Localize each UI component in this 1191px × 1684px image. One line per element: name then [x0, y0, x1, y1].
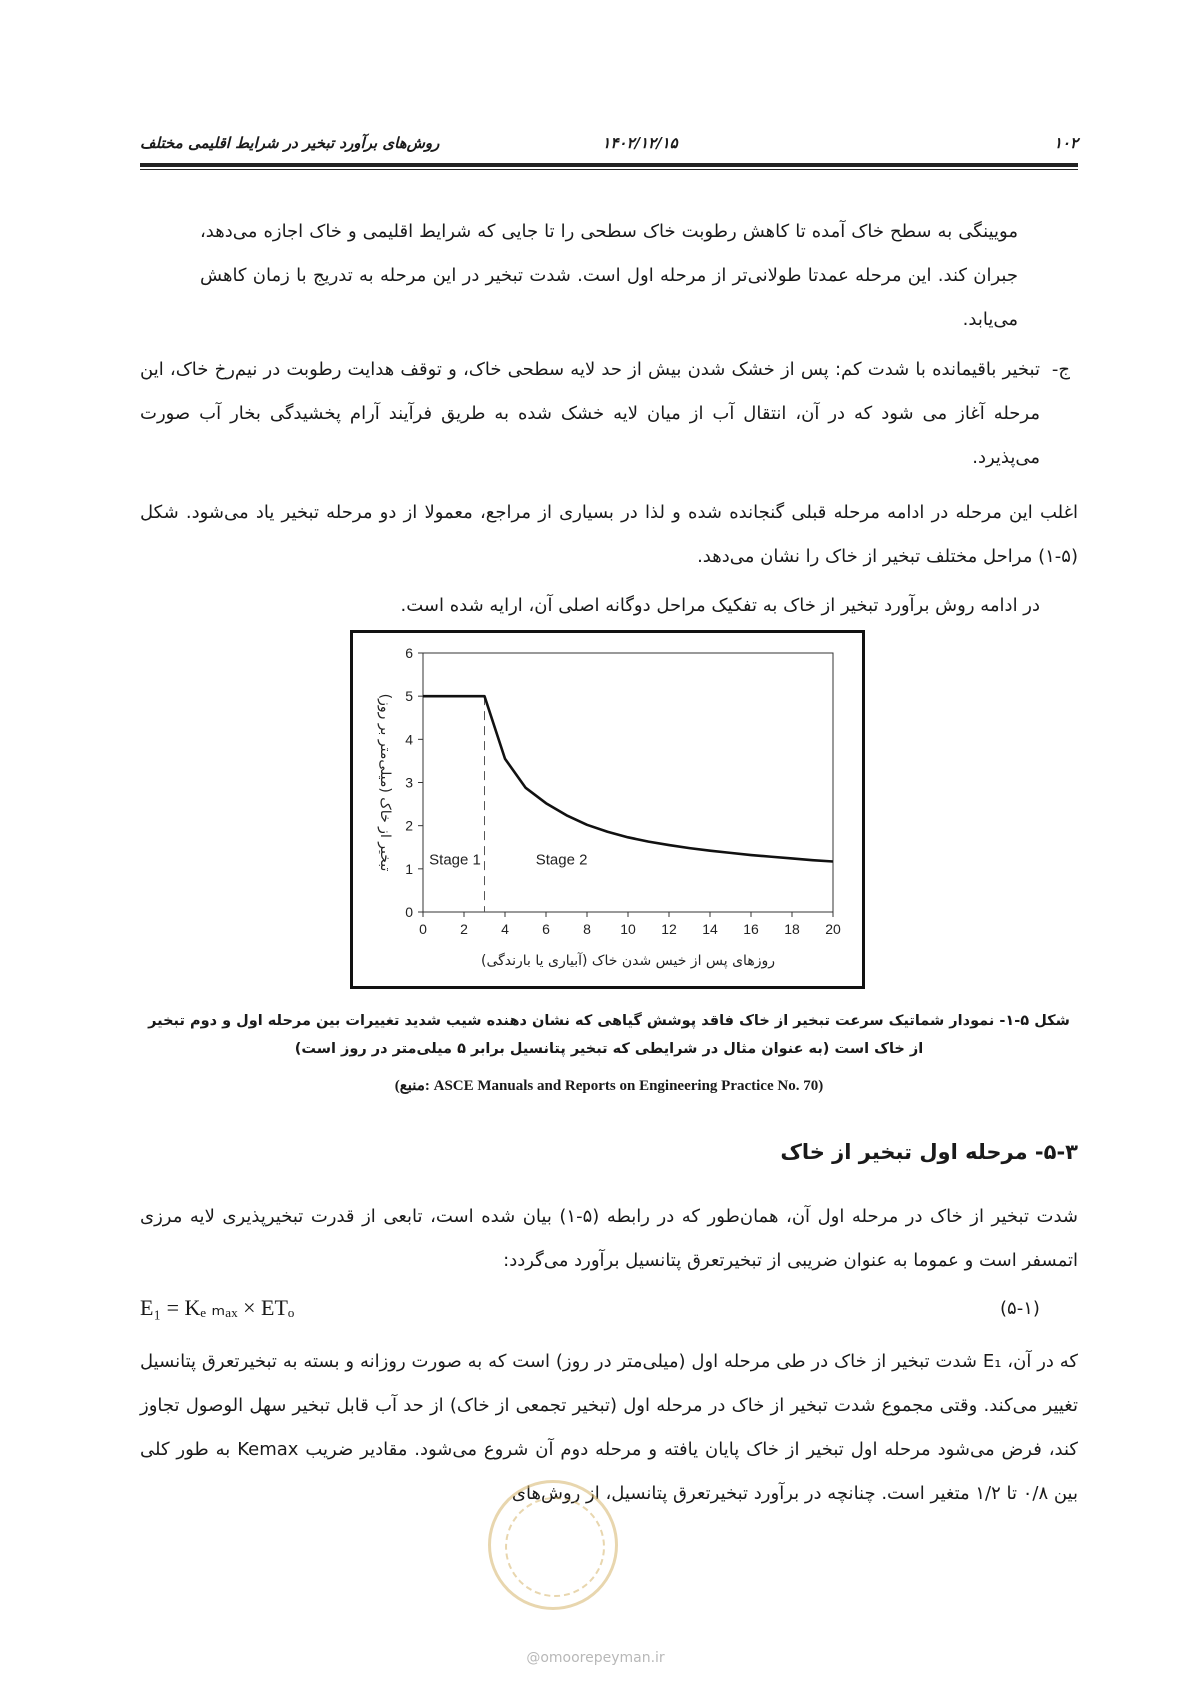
- header-date: ۱۴۰۲/۱۲/۱۵: [602, 134, 678, 152]
- equation: E₁ = Kₑ ₘₐₓ × ETₒ: [140, 1295, 295, 1320]
- header-book-title: روش‌های برآورد تبخیر در شرایط اقلیمی مختلف: [140, 134, 440, 152]
- x-tick-label: 12: [661, 921, 677, 937]
- x-tick-label: 8: [583, 921, 591, 937]
- paragraph-4: در ادامه روش برآورد تبخیر از خاک به تفکیک مراحل دوگانه اصلی آن، ارایه شده است.: [400, 595, 1040, 616]
- paragraph-3: اغلب این مرحله در ادامه مرحله قبلی گنجانده شده و لذا در بسیاری از مراجع، معمولا از دو مرحله تبخیر یاد می‌شود. شکل (۵-۱) مراحل مختلف تبخیر از خاک را نشان می‌دهد.: [140, 502, 1078, 567]
- x-tick-label: 4: [501, 921, 509, 937]
- x-tick-label: 20: [825, 921, 841, 937]
- paragraph-2: [140, 348, 1070, 480]
- section-heading: ۵-۳- مرحله اول تبخیر از خاک: [780, 1140, 1078, 1164]
- x-tick-label: 18: [784, 921, 800, 937]
- x-tick-label: 2: [460, 921, 468, 937]
- x-axis-label: روزهای پس از خیس شدن خاک (آبیاری یا بارندگی): [480, 953, 776, 969]
- figure-source: (منبع: ASCE Manuals and Reports on Engineering Practice No. 70): [394, 1078, 824, 1094]
- watermark-seal: [488, 1480, 618, 1610]
- x-tick-label: 16: [743, 921, 759, 937]
- figure-caption: شکل ۵-۱- نمودار شماتیک سرعت تبخیر از خاک فاقد پوشش گیاهی که نشان دهنده شیب شدید تغییرات بین مرحله اول و دوم تبخیر از خاک است (به عنوان مثال در شرایطی که تبخیر پتانسیل برابر ۵ میلی‌متر در روز است): [148, 1013, 1070, 1057]
- paragraph-1: مویینگی به سطح خاک آمده تا کاهش رطوبت خاک سطحی را تا جایی که شرایط اقلیمی و خاک اجازه می‌دهد، جبران کند. این مرحله عمدتا طولانی‌تر از مرحله اول است. شدت تبخیر در این مرحله به تدریج با زمان کاهش می‌یابد.: [200, 221, 1018, 330]
- header-rule-thin: [140, 169, 1078, 170]
- paragraph-2-text: تبخیر باقیمانده با شدت کم: پس از خشک شدن بیش از حد لایه سطحی خاک، و توقف هدایت رطوبت در نیم‌رخ خاک، این مرحله آغاز می شود که در آن، انتقال آب از میان لایه خشک شده به طریق فرآیند آرام پخشیدگی بخار آب صورت می‌پذیرد.: [140, 359, 1040, 468]
- header-page-number: ۱۰۲: [1053, 134, 1078, 152]
- x-tick-label: 0: [419, 921, 427, 937]
- x-tick-label: 10: [620, 921, 636, 937]
- y-tick-label: 2: [405, 817, 413, 834]
- paragraph-6: که در آن، E₁ شدت تبخیر از خاک در طی مرحله اول (میلی‌متر در روز) است که به صورت روزانه و بسته به تبخیرتعرق پتانسیل تغییر می‌کند. وقتی مجموع شدت تبخیر از خاک در مرحله اول (تبخیر تجمعی از خاک) از حد آب قابل تبخیر سهل الوصول تجاوز کند، فرض می‌شود مرحله اول تبخیر از خاک پایان یافته و مرحله دوم آن شروع می‌شود. مقادیر ضریب Kemax به طور کلی بین ۰/۸ تا ۱/۲ متغیر است. چنانچه در برآورد تبخیرتعرق پتانسیل، از روش‌های: [140, 1351, 1078, 1504]
- stage-2-label: Stage 2: [535, 851, 588, 869]
- x-tick-label: 6: [542, 921, 550, 937]
- list-bullet: ج-: [1051, 359, 1070, 380]
- x-tick-label: 14: [702, 921, 718, 937]
- y-tick-label: 6: [405, 645, 413, 661]
- y-tick-label: 4: [405, 731, 413, 748]
- y-tick-label: 5: [405, 688, 413, 705]
- stage-1-label: Stage 1: [429, 851, 481, 869]
- footer-website: @omoorepeyman.ir: [526, 1650, 665, 1666]
- figure-frame: [350, 630, 865, 989]
- y-tick-label: 3: [405, 774, 413, 791]
- evaporation-chart: [353, 633, 862, 986]
- paragraph-5: شدت تبخیر از خاک در مرحله اول آن، همان‌طور که در رابطه (۵-۱) بیان شده است، تابعی از قدرت تبخیرپذیری لایه مرزی اتمسفر است و عموما به عنوان ضریبی از تبخیرتعرق پتانسیل برآورد می‌گردد:: [140, 1206, 1078, 1271]
- y-tick-label: 0: [405, 904, 413, 920]
- running-header: [140, 120, 1078, 150]
- y-tick-label: 1: [405, 860, 413, 877]
- y-axis-label: تبخیر از خاک (میلی‌متر بر روز): [377, 693, 393, 872]
- plot-area: [423, 653, 833, 912]
- header-rule-thick: [140, 163, 1078, 167]
- equation-number: (۵-۱): [1000, 1298, 1040, 1319]
